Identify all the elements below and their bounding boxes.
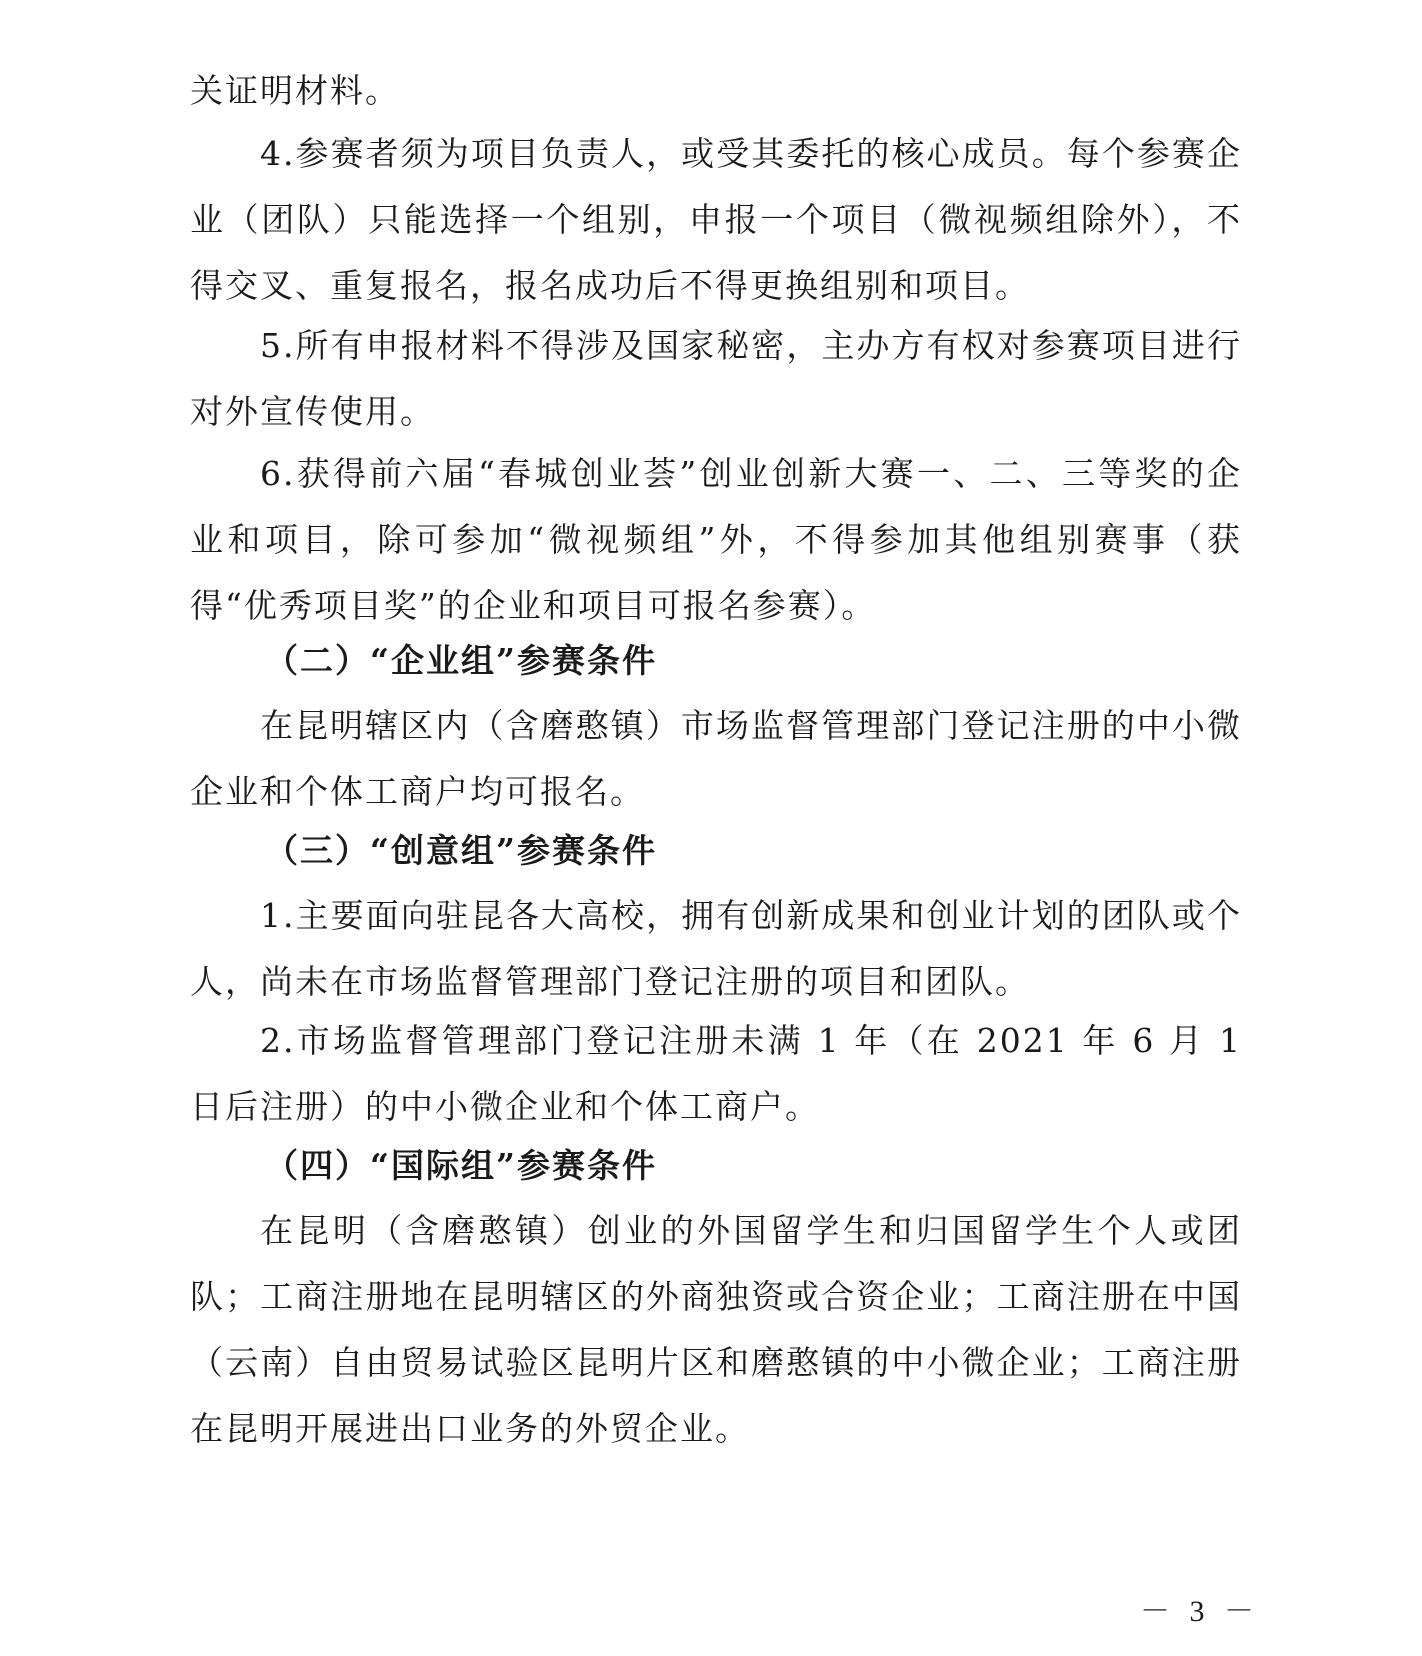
section-heading-international-group: （四）“国际组”参赛条件 [265, 1146, 657, 1185]
paragraph-creative-item-1: 1.主要面向驻昆各大高校，拥有创新成果和创业计划的团队或个人，尚未在市场监督管理部门登记注册的项目和团队。 [190, 896, 1242, 1001]
paragraph-item-4: 4.参赛者须为项目负责人，或受其委托的核心成员。每个参赛企业（团队）只能选择一个组别，申报一个项目（微视频组除外），不得交叉、重复报名，报名成功后不得更换组别和项目。 [190, 134, 1242, 305]
paragraph-item-6: 6.获得前六届“春城创业荟”创业创新大赛一、二、三等奖的企业和项目，除可参加“微视频组”外，不得参加其他组别赛事（获得“优秀项目奖”的企业和项目可报名参赛）。 [190, 454, 1242, 625]
page-number: － 3 － [1140, 1595, 1260, 1628]
paragraph-enterprise-group: 在昆明辖区内（含磨憨镇）市场监督管理部门登记注册的中小微企业和个体工商户均可报名。 [190, 706, 1242, 811]
paragraph-international-group: 在昆明（含磨憨镇）创业的外国留学生和归国留学生个人或团队；工商注册地在昆明辖区的外商独资或合资企业；工商注册在中国（云南）自由贸易试验区昆明片区和磨憨镇的中小微企业；工商注册在昆明开展进出口业务的外贸企业。 [190, 1211, 1242, 1448]
section-heading-enterprise-group: （二）“企业组”参赛条件 [265, 641, 657, 680]
section-heading-creative-group: （三）“创意组”参赛条件 [265, 831, 657, 870]
paragraph-creative-item-2: 2.市场监督管理部门登记注册未满 1 年（在 2021 年 6 月 1 日后注册）的中小微企业和个体工商户。 [190, 1021, 1242, 1126]
paragraph-continued: 关证明材料。 [190, 71, 400, 110]
paragraph-item-5: 5.所有申报材料不得涉及国家秘密，主办方有权对参赛项目进行对外宣传使用。 [190, 326, 1242, 431]
